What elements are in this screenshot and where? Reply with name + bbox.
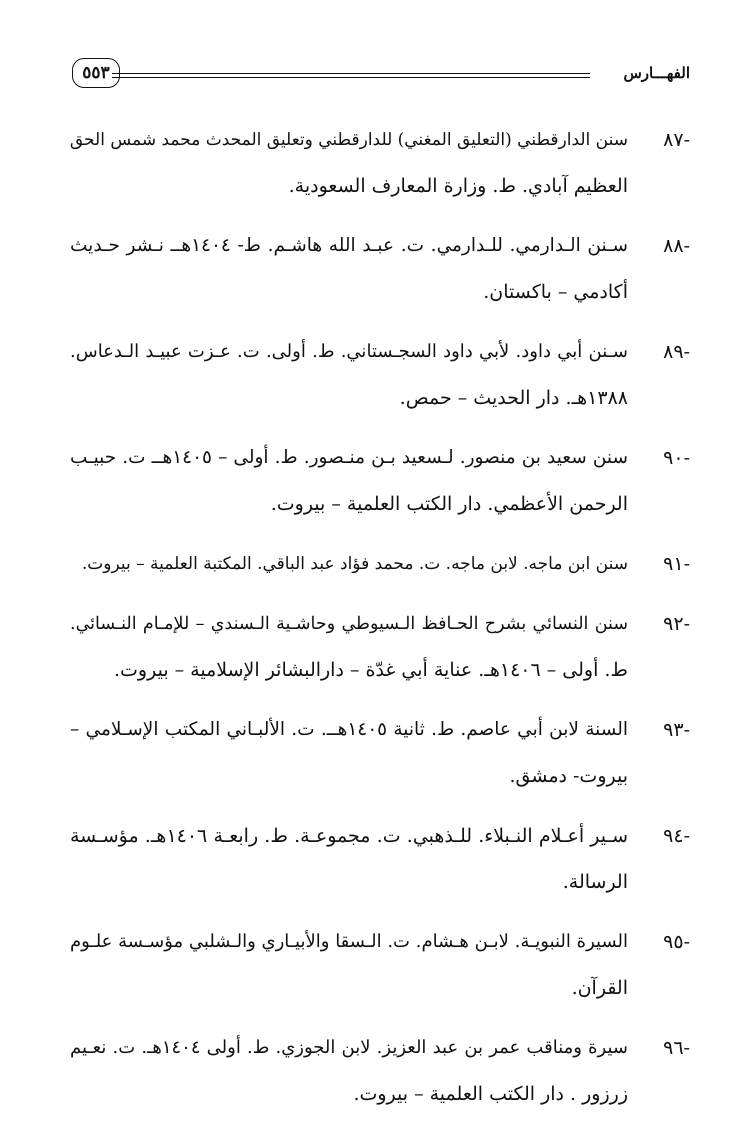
entry-text-line: القرآن.: [571, 977, 628, 999]
entry-text-line: أكادمي – باكستان.: [483, 281, 628, 303]
entry-number: -٩٣: [663, 719, 690, 741]
bibliography-entry: [70, 117, 690, 209]
page-number: ٥٥٣: [72, 58, 120, 88]
entry-number: -٨٩: [663, 341, 690, 363]
entry-text-line: سنن سعيد بن منصور. لـسعيد بـن منـصور. ط. أولى – ١٤٠٥هــ ت. حبيـب: [70, 447, 628, 468]
entry-text-line: سنن الدارقطني (التعليق المغني) للدارقطني وتعليق المحدث محمد شمس الحق: [69, 130, 628, 150]
entry-number: -٨٨: [663, 235, 690, 257]
entry-text-line: ط. أولى – ١٤٠٦هـ. عناية أبي غدّة – دارالبشائر الإسلامية – بيروت.: [114, 659, 628, 681]
entry-text-line: ١٣٨٨هـ. دار الحديث – حمص.: [399, 387, 628, 409]
entry-text-line: زرزور . دار الكتب العلمية – بيروت.: [353, 1083, 628, 1105]
bibliography-entry: [70, 329, 690, 421]
entry-number: -٩٦: [663, 1037, 690, 1059]
bibliography-entry: [70, 223, 690, 315]
entry-text-line: العظيم آبادي. ط. وزارة المعارف السعودية.: [288, 175, 628, 197]
entry-text-line: سنن النسائي بشرح الحـافظ الـسيوطي وحاشـية الـسندي – للإمـام النـسائي.: [70, 614, 628, 634]
bibliography-entry: [70, 919, 690, 1011]
bibliography-entry: [70, 435, 690, 527]
entry-text-line: السنة لابن أبي عاصم. ط. ثانية ١٤٠٥هــ. ت. الألبـاني المكتب الإسـلامي –: [70, 719, 628, 740]
bibliography-entry: [70, 601, 690, 693]
entry-number: -٩٤: [663, 825, 690, 847]
entry-text-line: السيرة النبويـة. لابـن هـشام. ت. الـسقا والأبيـاري والـشلبي مؤسـسة علـوم: [70, 931, 628, 952]
entry-number: -٨٧: [663, 129, 690, 151]
entry-text-line: سيرة ومناقب عمر بن عبد العزيز. لابن الجوزي. ط. أولى ١٤٠٤هـ. ت. نعـيم: [70, 1037, 628, 1058]
bibliography-entry: [70, 707, 690, 799]
entry-text-line: الرسالة.: [562, 871, 628, 893]
bibliography-entry: [70, 1025, 690, 1117]
entry-number: -٩٥: [663, 931, 690, 953]
entry-number: -٩٠: [663, 447, 690, 469]
entry-text-line: بيروت- دمشق.: [509, 765, 628, 787]
entry-text-line: سنن ابن ماجه. لابن ماجه. ت. محمد فؤاد عبد الباقي. المكتبة العلمية – بيروت.: [81, 554, 628, 574]
header-rule: [112, 73, 590, 74]
entry-number: -٩٢: [663, 613, 690, 635]
header-rule-double: [112, 77, 590, 78]
bibliography-list: [70, 117, 690, 1131]
bibliography-entry: [70, 541, 690, 587]
bibliography-entry: [70, 813, 690, 905]
page-header: [72, 58, 690, 94]
section-title: الفهـــارس: [623, 64, 690, 82]
entry-number: -٩١: [663, 553, 690, 575]
entry-text-line: سـنن الـدارمي. للـدارمي. ت. عبـد الله هاشـم. ط- ١٤٠٤هــ نـشر حـديث: [70, 235, 628, 256]
entry-text-line: سـير أعـلام النـبلاء. للـذهبي. ت. مجموعـة. ط. رابعـة ١٤٠٦هـ. مؤسـسة: [70, 825, 629, 847]
entry-text-line: الرحمن الأعظمي. دار الكتب العلمية – بيروت.: [270, 493, 628, 515]
entry-text-line: سـنن أبي داود. لأبي داود السجـستاني. ط. أولى. ت. عـزت عبيـد الـدعاس.: [70, 341, 628, 362]
